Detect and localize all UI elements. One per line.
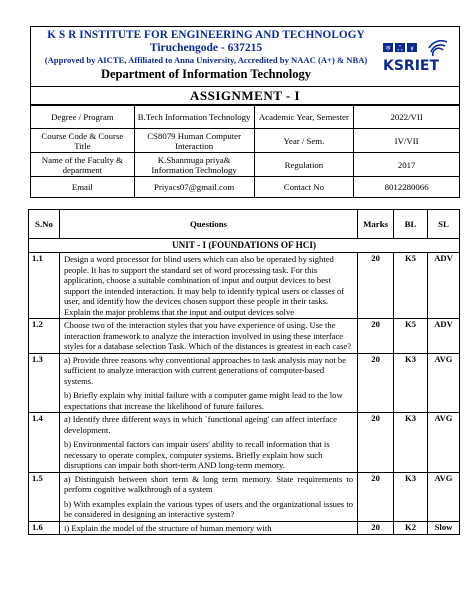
question-bl: K2 <box>394 521 428 535</box>
question-number: 1.3 <box>29 353 60 413</box>
question-part: a) Provide three reasons why conventional approaches to task analysis may not be sufficient to analyze interaction with current generations of computer-based systems. <box>63 354 347 386</box>
question-part: Choose two of the interaction styles that you have experience of using. Use the interaction framework to analyze the interaction involved in using these interface styles for a database selection Task. Which of the distances is greatest in each case? <box>63 320 352 351</box>
department-name: Department of Information Technology <box>100 67 312 81</box>
question-number: 1.5 <box>29 472 60 521</box>
question-text <box>59 413 357 473</box>
question-part: Design a word processor for blind users which can also be operated by sighted people. It has to support the standard set of word processing task. For this application, choose a suitable combination of input and output devices to best support the intended interaction. It may help to identify typical users or classes of user, and identify how the devices chosen support these people in their tasks. Explain the major problems that the input and output devices solve <box>63 254 345 317</box>
question-row <box>29 319 460 354</box>
header-text <box>31 29 381 82</box>
faculty-label: Name of the Faculty & department <box>31 153 135 177</box>
question-sl: AVG <box>428 353 460 413</box>
question-text <box>59 521 357 535</box>
question-number: 1.4 <box>29 413 60 473</box>
marks-header: Marks <box>358 210 394 239</box>
question-row <box>29 472 460 521</box>
questions-header: Questions <box>59 210 357 239</box>
question-part: b) Briefly explain why initial failure with a computer game might lead to the low expectations that increase the likelihood of future failures. <box>63 390 343 411</box>
question-marks: 20 <box>358 353 394 413</box>
unit-title: UNIT - I (FOUNDATIONS OF HCI) <box>29 239 460 253</box>
regulation-label: Regulation <box>254 153 354 177</box>
question-row <box>29 521 460 535</box>
degree-label: Degree / Program <box>31 105 135 129</box>
question-row <box>29 253 460 319</box>
svg-text:ক: ক <box>385 44 391 53</box>
course-label: Course Code & Course Title <box>31 129 135 153</box>
question-bl: K3 <box>394 472 428 521</box>
email-value: Priyacs07@gmail.com <box>134 177 254 198</box>
ksriet-logo <box>379 36 453 80</box>
question-bl: K5 <box>394 319 428 354</box>
course-info-table <box>30 104 460 198</box>
faculty-value: K.Shanmuga priya& Information Technology <box>134 153 254 177</box>
degree-value: B.Tech Information Technology <box>134 105 254 129</box>
contact-value: 8012280066 <box>354 177 460 198</box>
question-marks: 20 <box>358 521 394 535</box>
question-marks: 20 <box>358 253 394 319</box>
question-part: a) Distinguish between short term & long term memory. State requirements to perform cognitive walkthrough of a system <box>63 473 354 494</box>
question-text <box>59 353 357 413</box>
question-text <box>59 472 357 521</box>
bl-header: BL <box>394 210 428 239</box>
question-number: 1.2 <box>29 319 60 354</box>
question-sl: ADV <box>428 253 460 319</box>
sl-header: SL <box>428 210 460 239</box>
question-part: a) Identify three different ways in which `functional ageing' can affect interface development. <box>63 414 337 435</box>
regulation-value: 2017 <box>354 153 460 177</box>
question-bl: K3 <box>394 413 428 473</box>
question-row <box>29 413 460 473</box>
svg-text:KSRIET: KSRIET <box>383 58 440 74</box>
question-number: 1.6 <box>29 521 60 535</box>
question-text <box>59 253 357 319</box>
year-label: Academic Year, Semester <box>254 105 354 129</box>
course-value: CS8079 Human Computer Interaction <box>134 129 254 153</box>
assignment-title: ASSIGNMENT - I <box>30 86 460 106</box>
question-marks: 20 <box>358 472 394 521</box>
sem-label: Year / Sem. <box>254 129 354 153</box>
question-number: 1.1 <box>29 253 60 319</box>
sno-header: S.No <box>29 210 60 239</box>
contact-label: Contact No <box>254 177 354 198</box>
institute-name: K S R INSTITUTE FOR ENGINEERING AND TECHNOLOGY <box>47 29 365 41</box>
year-value: 2022/VII <box>354 105 460 129</box>
question-bl: K5 <box>394 253 428 319</box>
institute-location: Tiruchengode - 637215 <box>149 42 263 54</box>
email-label: Email <box>31 177 135 198</box>
questions-header-row <box>29 210 460 239</box>
question-sl: ADV <box>428 319 460 354</box>
sem-value: IV/VII <box>354 129 460 153</box>
question-sl: AVG <box>428 413 460 473</box>
institute-header <box>30 26 460 87</box>
question-sl: AVG <box>428 472 460 521</box>
question-part: b) Environmental factors can impair users' ability to recall information that is necessary to operate complex, computer systems. Briefly explain how such disruptions can impair both short-term AND long-term memory. <box>63 439 330 470</box>
approval-line: (Approved by AICTE, Affiliated to Anna University, Accredited by NAAC (A+) & NBA) <box>44 55 368 65</box>
question-marks: 20 <box>358 319 394 354</box>
question-bl: K3 <box>394 353 428 413</box>
question-marks: 20 <box>358 413 394 473</box>
question-row <box>29 353 460 413</box>
svg-text:ಕ: ಕ <box>410 44 414 53</box>
unit-row <box>29 239 460 253</box>
question-part: i) Explain the model of the structure of human memory with <box>63 522 272 533</box>
svg-text:ஃ: ஃ <box>397 44 403 53</box>
questions-table <box>28 209 460 535</box>
question-part: b) With examples explain the various types of users and the organizational issues to be considered in designing an interactive system? <box>63 498 354 519</box>
question-sl: Slow <box>428 521 460 535</box>
question-text <box>59 319 357 354</box>
